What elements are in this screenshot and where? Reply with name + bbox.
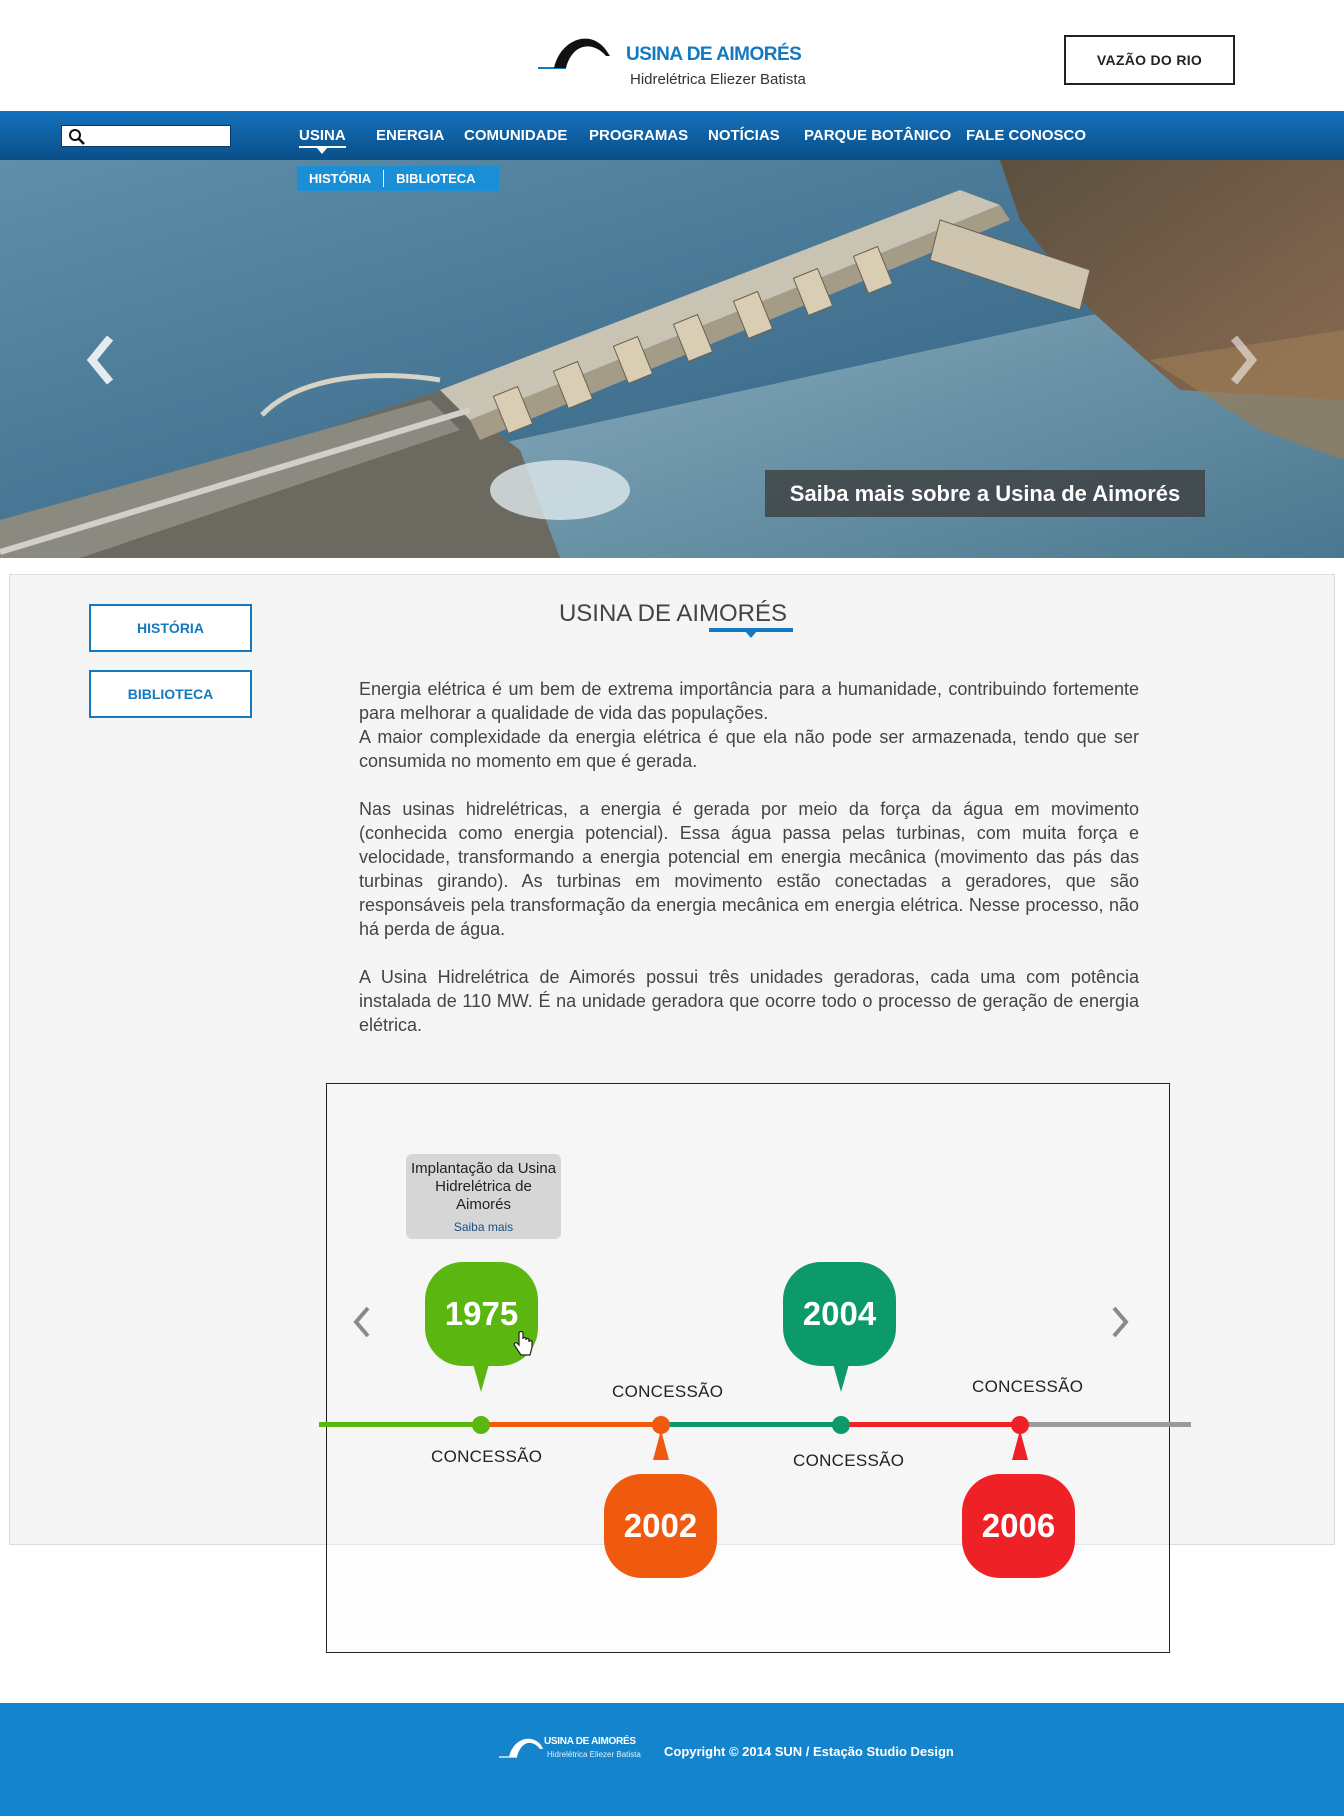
timeline-label-2004: CONCESSÃO (793, 1451, 905, 1470)
timeline-segment-2004 (666, 1422, 846, 1427)
main-nav (0, 111, 1344, 160)
nav-item-noticias[interactable]: NOTÍCIAS (708, 127, 780, 144)
nav-item-programas[interactable]: PROGRAMAS (589, 127, 689, 144)
timeline-segment-end (1025, 1422, 1191, 1427)
hero-next-arrow-icon[interactable] (1222, 330, 1262, 390)
timeline-segment-2002 (486, 1422, 666, 1427)
timeline-prev-arrow-icon[interactable] (350, 1304, 374, 1340)
search-input[interactable] (88, 126, 228, 146)
tooltip-text: Implantação da Usina Hidrelétrica de Aimorés (410, 1160, 557, 1213)
timeline-year: 2002 (623, 1507, 698, 1544)
timeline-label-2006: CONCESSÃO (972, 1377, 1084, 1396)
title-caret-icon (745, 631, 757, 638)
footer-logo-title: USINA DE AIMORÉS (544, 1736, 636, 1747)
nav-item-label: USINA (299, 127, 346, 144)
logo-title: USINA DE AIMORÉS (626, 44, 802, 65)
footer-logo-arch-icon (497, 1729, 547, 1759)
nav-item-comunidade[interactable]: COMUNIDADE (464, 127, 568, 144)
hero-carousel (0, 160, 1344, 558)
timeline-segment-2006 (846, 1422, 1025, 1427)
subnav-biblioteca[interactable]: BIBLIOTECA (396, 171, 476, 186)
timeline-dot-2004[interactable] (832, 1416, 850, 1434)
timeline-year: 2004 (802, 1295, 877, 1332)
tooltip-saiba-mais-link[interactable]: Saiba mais (453, 1220, 514, 1234)
paragraph: A maior complexidade da energia elétrica é que ela não pode ser armazenada, tendo que ser consumida no momento em que é gerada. (359, 727, 1139, 771)
timeline-label-2002: CONCESSÃO (612, 1382, 724, 1401)
timeline-widget (326, 1083, 1170, 1653)
hero-caption-link[interactable]: Saiba mais sobre a Usina de Aimorés (765, 470, 1205, 517)
sidebar-item-historia[interactable]: HISTÓRIA (89, 604, 252, 652)
nav-active-caret-icon (317, 148, 327, 154)
timeline-year: 1975 (444, 1295, 519, 1332)
search-box (61, 125, 231, 147)
page-title: USINA DE AIMORÉS (558, 600, 788, 627)
article-body (359, 677, 1139, 1061)
site-footer (0, 1703, 1344, 1816)
copyright-text: Copyright © 2014 SUN / Estação Studio Design (664, 1744, 954, 1759)
site-logo[interactable] (536, 30, 806, 94)
timeline-bubble-2004[interactable] (783, 1262, 896, 1366)
timeline-tooltip (406, 1154, 561, 1239)
nav-item-parque-botanico[interactable]: PARQUE BOTÂNICO (804, 127, 952, 144)
timeline-dot-1975[interactable] (472, 1416, 490, 1434)
vazao-do-rio-button[interactable]: VAZÃO DO RIO (1064, 35, 1235, 85)
hero-prev-arrow-icon[interactable] (82, 330, 122, 390)
timeline-segment-1975 (319, 1422, 486, 1427)
logo-arch-icon (536, 30, 626, 70)
nav-item-usina[interactable] (299, 111, 346, 160)
site-header (0, 0, 1344, 111)
timeline-bubble-2006[interactable] (962, 1474, 1075, 1578)
footer-logo[interactable] (497, 1729, 641, 1767)
hand-cursor-icon (512, 1331, 534, 1359)
paragraph: A Usina Hidrelétrica de Aimorés possui três unidades geradoras, cada uma com potência instalada de 110 MW. É na unidade geradora que ocorre todo o processo de geração de energia elétrica. (359, 967, 1139, 1035)
subnav-historia[interactable]: HISTÓRIA (309, 171, 372, 186)
footer-logo-subtitle: Hidrelétrica Eliezer Batista (547, 1750, 641, 1759)
timeline-label-1975: CONCESSÃO (431, 1447, 543, 1466)
timeline-year: 2006 (981, 1507, 1056, 1544)
sidebar-item-biblioteca[interactable]: BIBLIOTECA (89, 670, 252, 718)
paragraph: Nas usinas hidrelétricas, a energia é gerada por meio da força da água em movimento (conhecida como energia potencial). Essa água passa pelas turbinas, com muita força e velocidade, transformando a energia potencial em energia mecânica (movimento das pás das turbinas girando). As turbinas em movimento estão conectadas a geradores, que são responsáveis pela transformação da energia mecânica em energia elétrica. Nesse processo, não há perda de água. (359, 799, 1139, 939)
bubble-tail (473, 1364, 489, 1392)
search-icon[interactable] (68, 128, 86, 146)
timeline-bubble-2002[interactable] (604, 1474, 717, 1578)
nav-item-fale-conosco[interactable]: FALE CONOSCO (966, 127, 1087, 144)
logo-subtitle: Hidrelétrica Eliezer Batista (630, 71, 806, 88)
subnav (297, 166, 499, 191)
nav-item-energia[interactable]: ENERGIA (376, 127, 445, 144)
paragraph: Energia elétrica é um bem de extrema importância para a humanidade, contribuindo fortemente para melhorar a qualidade de vida das populações. (359, 679, 1139, 723)
timeline-next-arrow-icon[interactable] (1108, 1304, 1132, 1340)
bubble-tail (1012, 1430, 1028, 1460)
bubble-tail (833, 1364, 849, 1392)
bubble-tail (653, 1430, 669, 1460)
